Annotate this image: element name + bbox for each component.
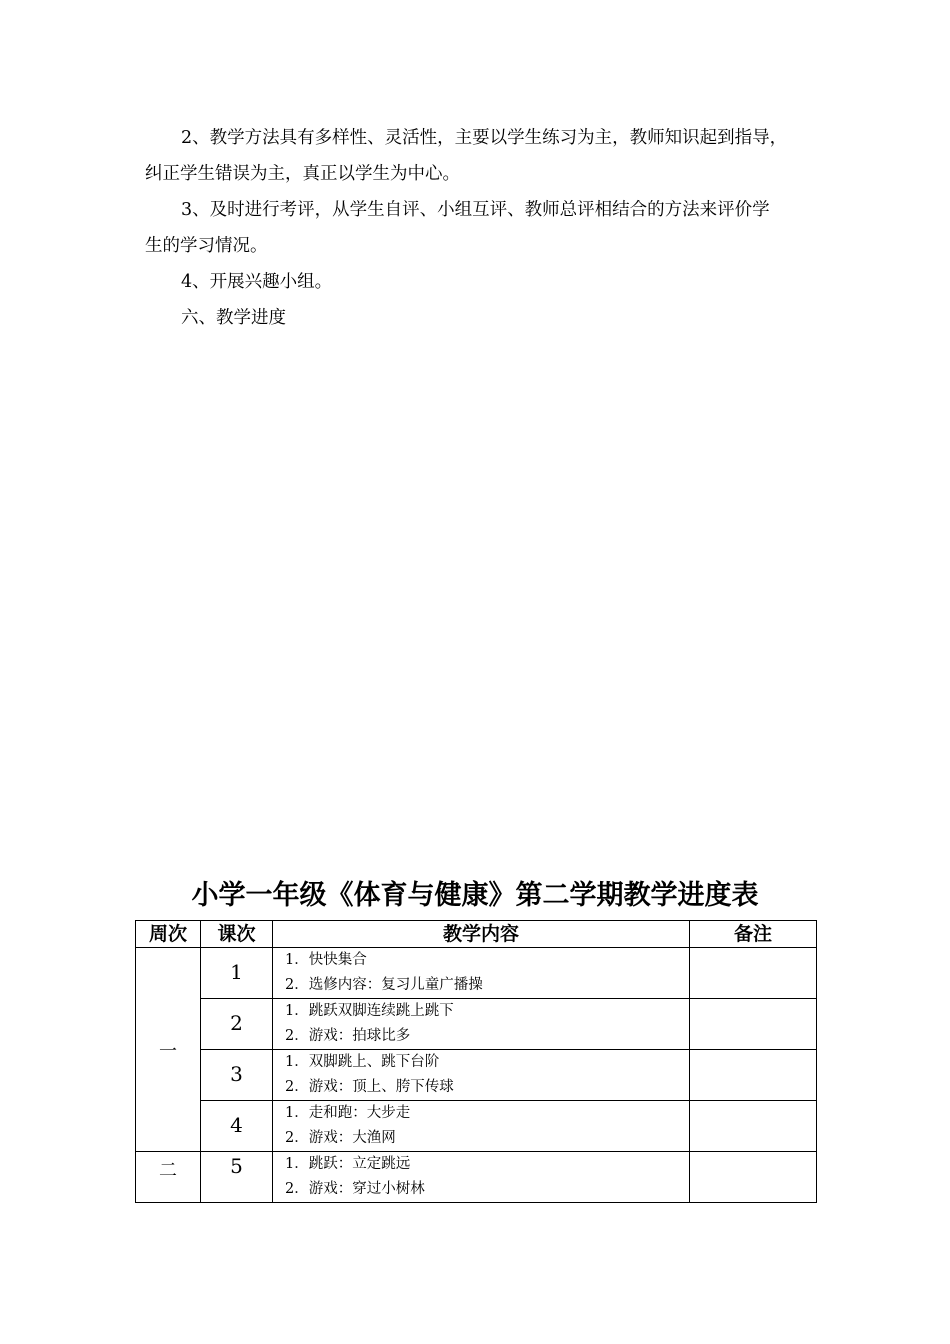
content-line: 2．选修内容：复习儿童广播操 [285,977,483,993]
paragraph-line: 生的学习情况。 [145,236,268,256]
lesson-cell: 1 [201,948,273,999]
paragraph-interest-groups [145,264,807,300]
table-title: 小学一年级《体育与健康》第二学期教学进度表 [191,880,759,911]
note-cell [690,1101,817,1152]
table-row [136,1101,817,1152]
content-line: 2．游戏：拍球比多 [285,1028,411,1044]
content-cell [273,1050,690,1101]
lesson-cell: 2 [201,999,273,1050]
content-cell [273,1152,690,1203]
paragraph-assessment [145,192,807,264]
table-header-row [136,921,817,948]
content-line: 1．走和跑：大步走 [285,1105,411,1121]
paragraph-teaching-methods [145,120,807,192]
header-week: 周次 [136,921,201,948]
note-cell [690,1152,817,1203]
content-cell [273,1101,690,1152]
table-row [136,948,817,999]
note-cell [690,999,817,1050]
paragraph-line: 六、教学进度 [181,308,286,328]
note-cell [690,948,817,999]
header-lesson: 课次 [201,921,273,948]
table-row [136,999,817,1050]
content-cell [273,948,690,999]
section-heading-teaching-progress [145,300,807,336]
lesson-cell: 3 [201,1050,273,1101]
lesson-cell: 4 [201,1101,273,1152]
paragraph-line: 4、开展兴趣小组。 [181,272,333,292]
content-line: 1．跳跃：立定跳远 [285,1156,411,1172]
paragraph-line: 纠正学生错误为主，真正以学生为中心。 [145,164,460,184]
content-line: 2．游戏：大渔网 [285,1130,396,1146]
header-note: 备注 [690,921,817,948]
week-cell: 一 [136,948,201,1152]
table-row [136,1152,817,1203]
schedule-table [135,920,817,1203]
week-cell: 二 [136,1152,201,1203]
lesson-cell: 5 [201,1152,273,1203]
content-line: 2．游戏：穿过小树林 [285,1181,425,1197]
content-cell [273,999,690,1050]
paragraph-line: 3、及时进行考评，从学生自评、小组互评、教师总评相结合的方法来评价学 [181,200,770,220]
header-content: 教学内容 [273,921,690,948]
table-row [136,1050,817,1101]
content-line: 1．快快集合 [285,952,367,968]
paragraph-line: 2、教学方法具有多样性、灵活性，主要以学生练习为主，教师知识起到指导， [181,128,788,148]
note-cell [690,1050,817,1101]
content-line: 1．双脚跳上、跳下台阶 [285,1054,440,1070]
content-line: 2．游戏：顶上、胯下传球 [285,1079,454,1095]
content-line: 1．跳跃双脚连续跳上跳下 [285,1003,454,1019]
